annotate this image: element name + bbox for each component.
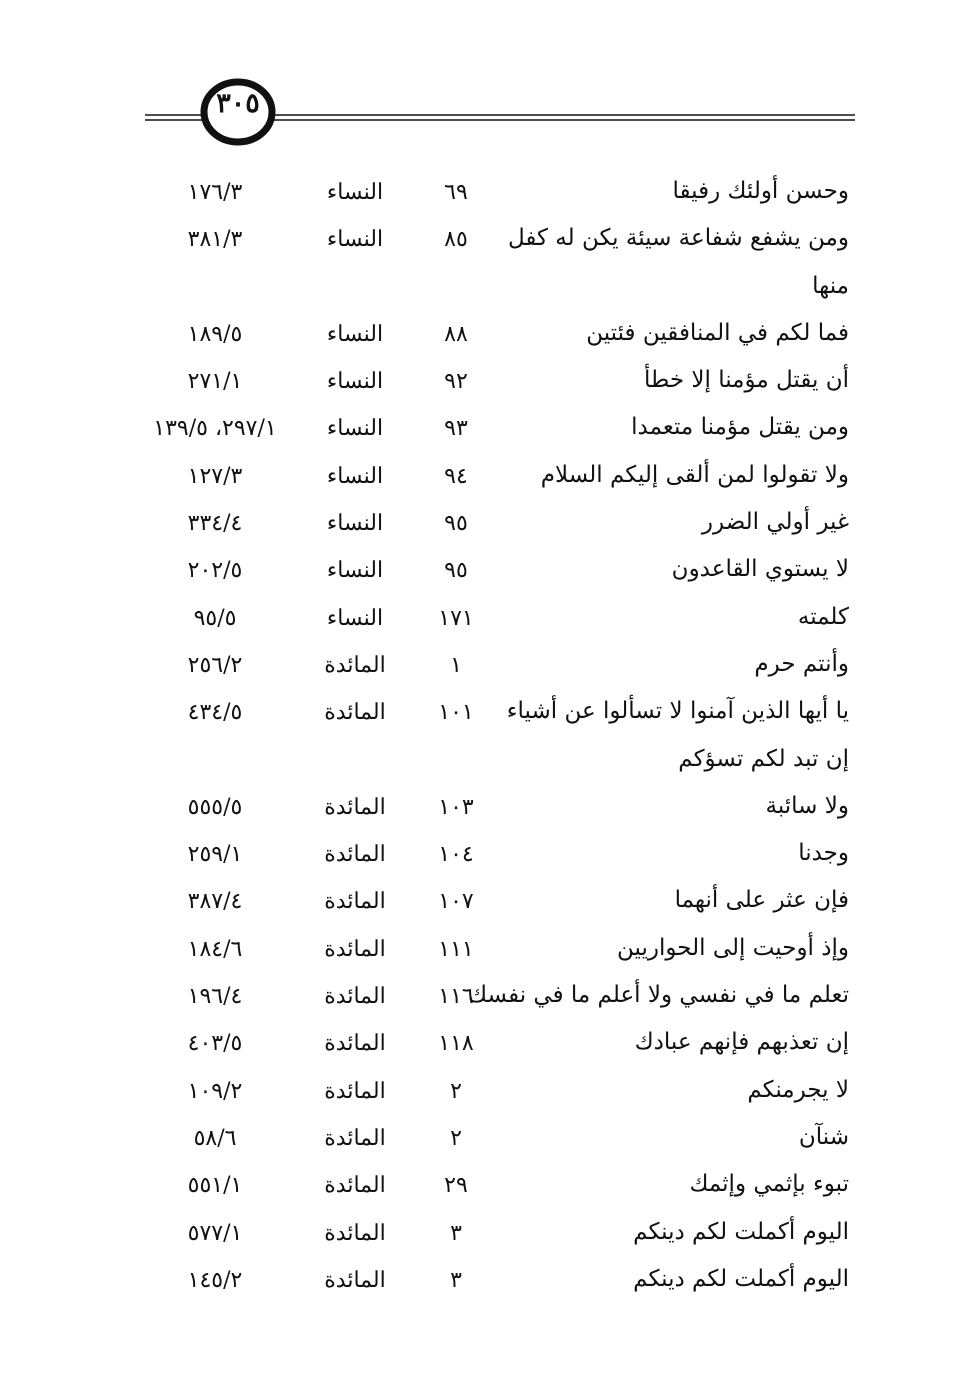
volume-page-reference: ٥٨/٦ xyxy=(193,1125,237,1151)
verse-text: يا أيها الذين آمنوا لا تسألوا عن أشياء xyxy=(506,698,849,725)
volume-page-reference: ١٧٦/٣ xyxy=(187,180,243,205)
verse-number: ٩٢ xyxy=(444,369,468,395)
table-row xyxy=(0,172,953,219)
surah-name: النساء xyxy=(326,416,384,442)
surah-name: المائدة xyxy=(324,700,386,726)
verse-number: ١٠٣ xyxy=(438,794,474,820)
table-row xyxy=(0,503,953,550)
table-row xyxy=(0,314,953,361)
surah-name: المائدة xyxy=(324,1031,386,1057)
verse-number: ١١٦ xyxy=(438,984,474,1010)
verse-number: ٢ xyxy=(450,1125,462,1151)
verse-text: منها xyxy=(812,272,849,299)
surah-name: النساء xyxy=(326,321,384,347)
volume-page-reference: ٢٩٧/١، ١٣٩/٥ xyxy=(153,416,277,442)
table-row xyxy=(0,550,953,597)
surah-name: المائدة xyxy=(324,889,386,915)
surah-name: المائدة xyxy=(324,652,386,678)
verse-number: ٨٨ xyxy=(444,321,468,347)
verse-text: ومن يقتل مؤمنا متعمدا xyxy=(631,414,849,441)
verse-text: شنآن xyxy=(798,1123,849,1150)
index-table xyxy=(0,172,953,1307)
volume-page-reference: ١٠٩/٢ xyxy=(187,1078,243,1104)
verse-number: ٢ xyxy=(450,1078,462,1104)
table-row xyxy=(0,361,953,408)
verse-number: ١٧١ xyxy=(438,605,474,631)
verse-text: فما لكم في المنافقين فئتين xyxy=(586,319,849,346)
page-header xyxy=(0,0,953,170)
verse-text: ولا سائبة xyxy=(765,792,849,819)
verse-text: أن يقتل مؤمنا إلا خطأ xyxy=(644,367,849,394)
table-row xyxy=(0,740,953,787)
table-row xyxy=(0,456,953,503)
verse-text: ومن يشفع شفاعة سيئة يكن له كفل xyxy=(507,225,849,252)
volume-page-reference: ١٨٩/٥ xyxy=(187,321,243,347)
verse-text: فإن عثر على أنهما xyxy=(674,887,849,914)
verse-text: وجدنا xyxy=(798,840,849,867)
surah-name: المائدة xyxy=(324,984,386,1010)
volume-page-reference: ٥٥٥/٥ xyxy=(187,794,243,820)
table-row xyxy=(0,1023,953,1070)
verse-number: ٣ xyxy=(450,1220,462,1246)
volume-page-reference: ٣٨٧/٤ xyxy=(187,889,243,915)
verse-text: لا يستوي القاعدون xyxy=(671,556,849,583)
surah-name: النساء xyxy=(326,558,384,584)
verse-number: ١٠١ xyxy=(438,700,474,726)
verse-number: ٦٩ xyxy=(444,180,468,205)
verse-number: ١١٨ xyxy=(438,1031,474,1057)
verse-text: وإذ أوحيت إلى الحواريين xyxy=(617,934,849,961)
verse-number: ٣ xyxy=(450,1267,462,1293)
verse-number: ١١١ xyxy=(438,936,474,962)
volume-page-reference: ١٩٦/٤ xyxy=(187,984,243,1010)
table-row xyxy=(0,976,953,1023)
surah-name: النساء xyxy=(326,463,384,489)
table-row xyxy=(0,929,953,976)
table-row xyxy=(0,408,953,455)
verse-text: إن تعذبهم فإنهم عبادك xyxy=(634,1029,849,1056)
surah-name: المائدة xyxy=(324,842,386,868)
table-row xyxy=(0,881,953,928)
verse-text: اليوم أكملت لكم دينكم xyxy=(633,1218,849,1245)
surah-name: المائدة xyxy=(324,936,386,962)
volume-page-reference: ٣٨١/٣ xyxy=(187,227,243,253)
volume-page-reference: ٢٧١/١ xyxy=(187,369,243,395)
surah-name: المائدة xyxy=(324,1173,386,1199)
surah-name: النساء xyxy=(326,180,384,205)
verse-text: تعلم ما في نفسي ولا أعلم ما في نفسك xyxy=(468,982,849,1009)
table-row xyxy=(0,1213,953,1260)
volume-page-reference: ٤٣٤/٥ xyxy=(187,700,243,726)
surah-name: النساء xyxy=(326,227,384,253)
volume-page-reference: ١٨٤/٦ xyxy=(187,936,243,962)
volume-page-reference: ٢٥٩/١ xyxy=(187,842,243,868)
table-row xyxy=(0,219,953,266)
table-row xyxy=(0,692,953,739)
surah-name: المائدة xyxy=(324,1267,386,1293)
header-ornament-icon xyxy=(0,0,953,170)
surah-name: المائدة xyxy=(324,794,386,820)
table-row xyxy=(0,787,953,834)
table-row xyxy=(0,834,953,881)
page-number: ٣٠٥ xyxy=(216,88,260,119)
volume-page-reference: ٢٠٢/٥ xyxy=(187,558,243,584)
volume-page-reference: ٣٣٤/٤ xyxy=(187,511,243,537)
volume-page-reference: ٩٥/٥ xyxy=(193,605,237,631)
table-row xyxy=(0,1260,953,1307)
verse-text: ولا تقولوا لمن ألقى إليكم السلام xyxy=(540,461,849,488)
verse-text: إن تبد لكم تسؤكم xyxy=(678,745,849,772)
surah-name: المائدة xyxy=(324,1125,386,1151)
verse-text: كلمته xyxy=(797,603,849,630)
verse-number: ١٠٤ xyxy=(438,842,474,868)
table-row xyxy=(0,1165,953,1212)
verse-number: ٩٥ xyxy=(444,558,468,584)
verse-text: اليوم أكملت لكم دينكم xyxy=(633,1265,849,1292)
surah-name: النساء xyxy=(326,369,384,395)
table-row xyxy=(0,1071,953,1118)
surah-name: المائدة xyxy=(324,1220,386,1246)
verse-text: تبوء بإثمي وإثمك xyxy=(689,1171,849,1198)
volume-page-reference: ٤٠٣/٥ xyxy=(187,1031,243,1057)
volume-page-reference: ١٢٧/٣ xyxy=(187,463,243,489)
volume-page-reference: ٢٥٦/٢ xyxy=(187,652,243,678)
volume-page-reference: ٥٧٧/١ xyxy=(187,1220,243,1246)
table-row xyxy=(0,598,953,645)
verse-text: لا يجرمنكم xyxy=(747,1076,849,1103)
verse-number: ٩٣ xyxy=(444,416,468,442)
volume-page-reference: ١٤٥/٢ xyxy=(187,1267,243,1293)
verse-text: وحسن أولئك رفيقا xyxy=(672,178,849,204)
verse-number: ٩٤ xyxy=(444,463,468,489)
table-row xyxy=(0,1118,953,1165)
verse-number: ١٠٧ xyxy=(438,889,474,915)
table-row xyxy=(0,267,953,314)
verse-number: ٨٥ xyxy=(444,227,468,253)
surah-name: النساء xyxy=(326,605,384,631)
surah-name: النساء xyxy=(326,511,384,537)
surah-name: المائدة xyxy=(324,1078,386,1104)
verse-text: وأنتم حرم xyxy=(754,650,849,677)
verse-number: ٢٩ xyxy=(444,1173,468,1199)
verse-text: غير أولي الضرر xyxy=(701,509,849,536)
verse-number: ٩٥ xyxy=(444,511,468,537)
volume-page-reference: ٥٥١/١ xyxy=(187,1173,243,1199)
table-row xyxy=(0,645,953,692)
verse-number: ١ xyxy=(450,652,462,678)
